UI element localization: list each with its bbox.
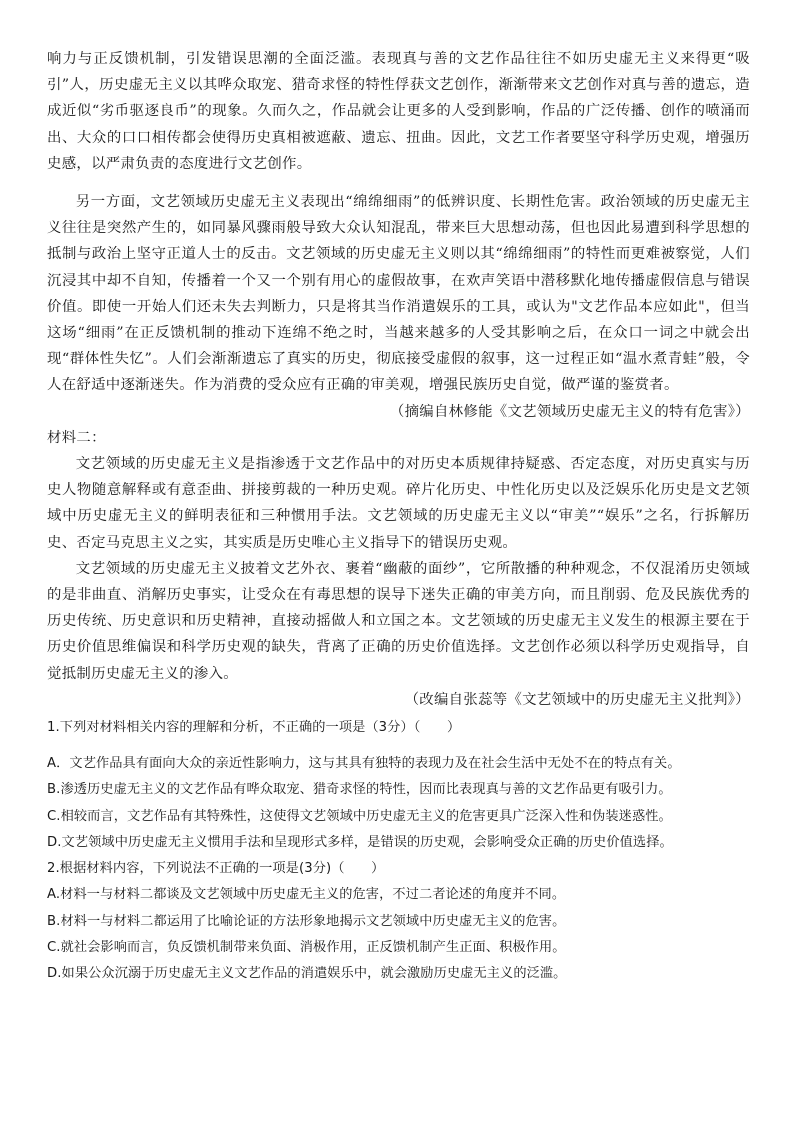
material1-paragraph-2: 另一方面，文艺领域历史虚无主义表现出“绵绵细雨”的低辨识度、长期性危害。政治领域的历史虚无主义往往是突然产生的，如同暴风骤雨般导致大众认知混乱，带来巨大思想动荡，但也因此易遭到科学思想的抵制与政治上坚守正道人士的反击。文艺领域的历史虚无主义则以其“绵绵细雨”的特性而更难被察觉，人们沉浸其中却不自知，传播着一个又一个别有用心的虚假故事，在欢声笑语中潜移默化地传播虚假信息与错误价值。即使一开始人们还未失去判断力，只是将其当作消遣娱乐的工具，或认为"文艺作品本应如此"，但当这场“细雨”在正反馈机制的推动下连绵不绝之时，当越来越多的人受其影响之后，在众口一词之中就会出现“群体性失忆”。人们会渐渐遗忘了真实的历史，彻底接受虚假的叙事，这一过程正如“温水煮青蛙”般，令人在舒适中逐渐迷失。作为消费的受众应有正确的审美观，增强民族历史自觉，做严谨的鉴赏者。: [47, 194, 750, 394]
material2-paragraph-2: 文艺领域的历史虚无主义披着文艺外衣、裹着“幽蔽的面纱”，它所散播的种种观念，不仅混淆历史领域的是非曲直、消解历史事实，让受众在有毒思想的误导下迷失正确的审美方向，而且削弱、危及民族优秀的历史传统、历史意识和历史精神，直接动摇做人和立国之本。文艺领域的历史虚无主义发生的根源主要在于历史价值思维偏误和科学历史观的缺失，背离了正确的历史价值选择。文艺创作必须以科学历史观指导，自觉抵制历史虚无主义的渗入。: [47, 560, 750, 682]
material2-paragraph-1: 文艺领域的历史虚无主义是指渗透于文艺作品中的对历史本质规律持疑惑、否定态度，对历史真实与历史人物随意解释或有意歪曲、拼接剪裁的一种历史观。碎片化历史、中性化历史以及泛娱乐化历史是文艺领域中历史虚无主义的鲜明表征和三种惯用手法。文艺领域的历史虚无主义以“审美”“娱乐”之名，行拆解历史、否定马克思主义之实，其实质是历史唯心主义指导下的错误历史观。: [47, 456, 750, 551]
question-2: [47, 856, 750, 987]
question-1-option-b: B.渗透历史虚无主义的文艺作品有哗众取宠、猎奇求怪的特性，因而比表现真与善的文艺作品更有吸引力。: [47, 782, 672, 798]
question-2-option-d: D.如果公众沉溺于历史虚无主义文艺作品的消遣娱乐中，就会激励历史虚无主义的泛滥。: [47, 965, 567, 981]
question-1-option-d: D.文艺领域中历史虚无主义惯用手法和呈现形式多样，是错误的历史观，会影响受众正确的历史价值选择。: [47, 834, 673, 850]
material1-paragraph-1: 响力与正反馈机制，引发错误思潮的全面泛滥。表现真与善的文艺作品往往不如历史虚无主义来得更“吸引”人，历史虚无主义以其哗众取宠、猎奇求怪的特性俘获文艺创作，渐渐带来文艺创作对真与善的遗忘，造成近似“劣币驱逐良币”的现象。久而久之，作品就会让更多的人受到影响，作品的广泛传播、创作的喷涌而出、大众的口口相传都会使得历史真相被遮蔽、遗忘、扭曲。因此，文艺工作者要坚守科学历史观，增强历史感，以严肃负责的态度进行文艺创作。: [47, 51, 750, 172]
question-2-option-c: C.就社会影响而言，负反馈机制带来负面、消极作用，正反馈机制产生正面、积极作用。: [47, 939, 566, 955]
question-2-option-b: B.材料一与材料二都运用了比喻论证的方法形象地揭示文艺领域中历史虚无主义的危害。: [47, 913, 566, 929]
question-section: [47, 715, 750, 987]
material2-source: （改编自张蕊等《文艺领域中的历史虚无主义批判》）: [404, 691, 750, 708]
question-2-option-a: A.材料一与材料二都谈及文艺领域中历史虚无主义的危害，不过二者论述的角度并不同。: [47, 887, 566, 903]
material1-source: （摘编自林修能《文艺领域历史虚无主义的特有危害》）: [389, 403, 750, 420]
question-2-stem: 2.根据材料内容，下列说法不正确的一项是(3分)（ ）: [47, 861, 385, 877]
question-1: [47, 715, 750, 856]
reading-material: [47, 46, 750, 713]
question-1-stem: 1.下列对材料相关内容的理解和分析，不正确的一项是（3分）（ ）: [47, 720, 461, 736]
question-1-option-c: C.相较而言，文艺作品有其特殊性，这使得文艺领域中历史虚无主义的危害更具广泛深入性和伪装迷惑性。: [47, 808, 672, 824]
question-1-option-a: A．文艺作品具有面向大众的亲近性影响力，这与其具有独特的表现力及在社会生活中无处不在的特点有关。: [47, 756, 681, 772]
material2-label: 材料二：: [47, 429, 106, 446]
